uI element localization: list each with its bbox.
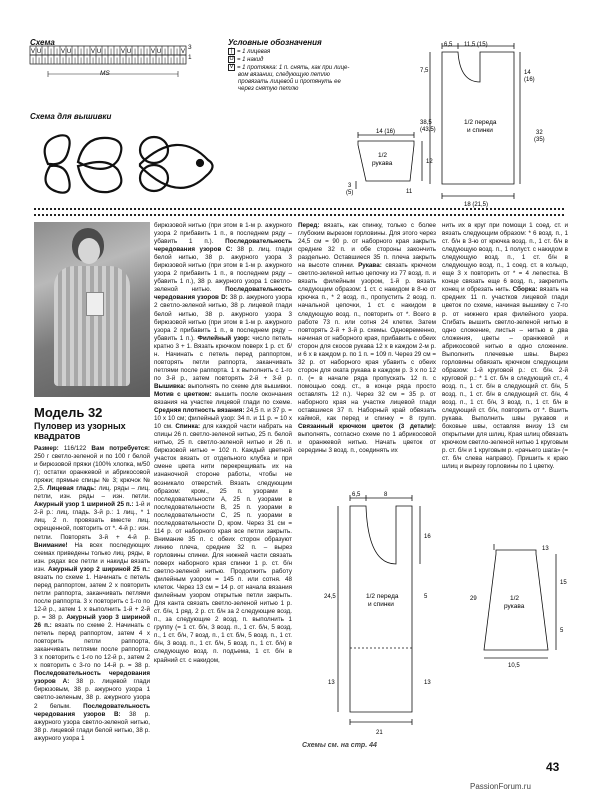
chart-cell-symbol: | [92,58,94,64]
chart-cell-symbol: | [86,58,88,64]
legend-knit: | = 1 лицевая [228,48,383,56]
chart-cell-symbol: | [32,58,34,64]
dim-b: 12 [426,159,433,165]
dim-i: (35) [534,137,545,143]
dim-e: 10,5 [508,663,520,669]
chart-row-1: 1 [188,54,192,61]
scheme-title: Схема [30,38,55,47]
piece-name: рукава [372,160,393,167]
chart-cell-symbol: | [86,49,88,55]
chart-cell-symbol: | [116,49,118,55]
chart-cell-symbol: | [128,58,130,64]
piece-name: и спинки [368,601,394,608]
chart-cell-symbol: | [80,49,82,55]
chart-cell-symbol: | [104,49,106,55]
legend-slip: V = 1 протяжка: 1 п. снять, как при лице- [229,63,350,72]
chart-cell-symbol: U [66,49,72,55]
chart-cell-symbol: U [96,49,102,55]
chart-cell-symbol: | [50,49,52,55]
chart-ms-label: MS [100,70,110,77]
chart-cell-symbol: | [122,58,124,64]
chart-cell-symbol: | [146,49,148,55]
chart-cell-symbol: | [158,58,160,64]
chart-cell-symbol: V [150,49,156,55]
chart-cell-symbol: | [176,49,178,55]
dim-c: 3 [348,183,352,189]
chart-cell-symbol: U [36,49,42,55]
legend [228,48,383,93]
chart-cell-symbol: | [44,49,46,55]
dotted-separator [34,208,564,216]
chart-cell-symbol: U [126,49,132,55]
dim-c: 29 [470,596,477,602]
chart-cell-symbol: | [164,49,166,55]
chart-cell-symbol: | [170,58,172,64]
dim-d: 14 [524,70,531,76]
piece-name: рукава [504,603,525,610]
chart-cell-symbol: V [60,49,66,55]
chart-cell-symbol: | [98,58,100,64]
chart-cell-symbol: | [182,58,184,64]
pattern-front-back-bottom [300,488,470,738]
dim-a: 6,5 [352,492,361,498]
dim-c: 7,5 [420,68,429,74]
chart-cell-symbol: | [74,49,76,55]
chart-cell-symbol: | [176,58,178,64]
chart-cell-symbol: | [38,58,40,64]
chart-cell-symbol: | [56,49,58,55]
dim-d: 5 [560,628,564,634]
chart-cell-symbol: | [110,58,112,64]
dim-f: 13 [328,680,335,686]
chart-cell-symbol: V [120,49,126,55]
chart-cell-symbol: | [74,58,76,64]
chart-cell-symbol: | [152,58,154,64]
text-column-2: бирюзовой нитью (при этом в 1-м р. ажурного узора 2 прибавить 1 п., в последнем ряду – убавить 1 п.). Последовательность чередования узоров С: 38 р. лиц. глади белой нитью, 38 р. ажурного узора 3 бирюзовой нитью (при этом в 1-м р. ажурного узора 2 прибавить 1 п., в последнем ряду – убавить 1 п.), 38 р. ажурного узора 1 светло-зеленой нитью. Последовательность чередования узоров D: 38 р. ажурного узора 2 светло-зеленой нитью, 38 р. лицевой глади белой нитью, 38 р. ажурного узора 3 бирюзовой нитью (при этом в 1-м р. ажурного узора 2 прибавить 1 п., в последнем ряду – убавить 1 п.). Филейный узор: число петель кратно 3 + 1. Вязать крючком поверх 1 р. ст. б/н. Начинать с петель перед раппортом, повторять петли раппорта, заканчивать петлями после раппорта. 1 х выполнить с 1-го по 3-й р., затем повторять 2-й + 3-й р. Вышивка: выполнять по схеме для вышивки. Мотив с цветком: вышить после окончания вязания на участке лицевой глади по схеме. Средняя плотность вязания: 24,5 п. и 37 р. = 10 х 10 см; филейный узор: 34 п. и 11 р. = 10 х 10 см. Спинка: для каждой части набрать на спицы 26 п. светло-зеленой нитью, 25 п. белой нитью, 25 п. светло-зеленой нитью и 26 п. бирюзовой нитью = 102 п. Каждый цветной участок вязать от отдельного клубка и при смене цвета нити перекрещивать их на изнаночной стороне работы, чтобы не возникало отверстий. Вязать следующим образом: кром., 25 п. узорами в последовательности A, 25 п. узорами в последовательности B, 25 п. узорами в последовательности C, 25 п. узорами в последовательности D, кром. Через 31 см = 114 р. от наборного края все петли закрыть. Внимание 35 п. с обеих сторон образуют линию плеча, средние 32 п. – вырез горловины спинки. Для нижней части связать поверх наборного края спинки 1 р. ст. б/н светло-зеленой нитью. Продолжить работу филейным узором = 145 п. или сотня. 48 клеток. Через 13 см = 14 р. от начала вязания филейным узором открытые петли закрыть. Для канта связать светло-зеленой нитью 1 р. ст. б/н, 1 ряд. 2 р. ст. б/н за 2 следующие возд. п., за следующие 2 возд. п. выполнить 1 группу (= 1 ст. б/н, 3 возд. п., 1 ст. б/н, 5 возд. п., 1 ст. б/н, 7 возд. п., 1 ст. б/н, 5 возд. п., 1 ст. б/н, 3 возд. п., 1 ст. б/н, 5 возд. п., 1 ст. б/н) в следующую возд. п. подъема, 1 ст. б/н в крайний ст. с накидом, [154,222,292,664]
dim-d: 24,5 [324,594,336,600]
dim-j: 18 (21,5) [464,202,489,208]
dim-g: (43,5) [420,127,436,133]
text-column-1: Размер: 116/122 Вам потребуется: 250 г светло-зеленой и по 100 г белой и бирюзовой пряжи (100% хлопка, м/50 г); остатки оранжевой и абрикосовой пряжи; прямые спицы № 3; крючок № 2,5. Лицевая гладь: лиц. ряды – лиц. петли, изн. ряды – изн. петли. Ажурный узор 1 шириной 25 п.: 1-й и 2-й р.: лиц. гладь. 3-й р.: 1 лиц., * 1 лиц. 2 п. провязать вместе лиц. скрещенной, повторить от *. 4-й р.: изн. петли. Повторять 3-й + 4-й р. Внимание! На всех последующих схемах приведены только лиц. ряды, в изн. рядах все петли и накиды вязать изн. Ажурный узор 2 шириной 25 п.: вязать по схеме 1. Начинать с петель перед раппортом, затем 2 х повторить петли раппорта, заканчивать петлями после раппорта. 3 х повторить с 1-го по 12-й р., затем 1 х выполнить 1-й + 2-й р. = 38 р. Ажурный узор 3 шириной 26 п.: вязать по схеме 2. Начинать с петель перед раппортом, затем 4 х повторить петли раппорта, заканчивать петлями после раппорта. 3 х повторить с 1-го по 12-й р., затем 2 х повторить с 3-го по 14-й р. = 38 р. Последовательность чередования узоров A: 38 р. лицевой глади бирюзовым, 38 р. ажурного узора 1 светло-зеленым, 38 р. ажурного узора 2 белым. Последовательность чередования узоров B: 38 р. ажурного узора светло-зеленой нитью, 38 р. лицевой глади белой нитью, 38 р. ажурного узора 1 [34,445,150,742]
chart-cell-symbol: | [50,58,52,64]
model-photo [34,222,150,397]
page-number: 43 [546,760,560,774]
pattern-sleeve-bottom [466,540,576,670]
text-column-3: Перед: вязать, как спинку, только с более глубоким вырезом горловины. Для этого через 24,5 см = 90 р. от наборного края закрыть средние 32 п. и обе стороны закончить раздельно. Оставшиеся 35 п. плеча закрыть на высоте спинки. Рукава: связать крючком светло-зеленой нитью цепочку из 77 возд. п. и вязать филейным узором, 1-й р. вязать следующим образом: 1 ст. с накидом в 8-ю от крючка п., * 2 возд. п., пропустить 2 возд. п. начальной цепочки, 1 ст. с накидом в следующую возд. п., повторить от *. Всего в работе 73 п. или сотня 24 клетки. Затем повторять 2-й + 3-й р. схемы. Одновременно, начиная от наборного края, прибавить с обеих сторон для скосов рукава 12 х в каждом 2-м р. и 6 х в каждом р. по 1 п. = 109 п. Через 29 см = 32 р. от наборного края убавить с обеих сторон для оката рукава в каждом р. 3 х по 12 п. (= в начале ряда пропускать 12 п. с помощью соед. ст., в конце ряда просто оставлять 12 п.). Через 32 см = 35 р. от наборного края на участке лицевой глади оставшиеся 37 п. Наборный край обвязать каймой, как перед и спинку = 8 групп. Связанный крючком цветок (3 детали): выполнять, согласно схеме по 1 абрикосовой и оранжевой нитью. Начать цветок от середины 3 возд. п., соединять их [298,222,436,455]
chart-cell-symbol: | [134,58,136,64]
legend-line: через снятую петлю [238,85,299,92]
pattern-sleeve-top [338,125,438,200]
model-subtitle: Пуловер из узорных квадратов [34,421,126,441]
chart-cell-symbol: | [140,49,142,55]
chart-cell-symbol: | [146,58,148,64]
chart-cell-symbol: | [164,58,166,64]
chart-cell-symbol: | [80,58,82,64]
dim-a: 13 [542,546,549,552]
chart-cell-symbol: | [56,58,58,64]
dim-h: 32 [536,130,543,136]
pattern-front-back-top [420,38,580,210]
chart-cell-symbol: | [68,58,70,64]
dim-g: 21 [376,730,383,736]
piece-name: 1/2 переда [464,119,497,126]
chart-cell-symbol: U [156,49,162,55]
chart-cell-symbol: | [116,58,118,64]
text-column-4: нить их в круг при помощи 1 соед. ст. и вязать следующим образом: * 6 возд. п., 1 ст. б/н в 3-ю от крючка возд. п., 1 ст. б/н в следующую возд. п., 1 полуст. с накидом в следующую возд. п., 1 ст. б/н в следующую возд. п., 1 соед. ст. в кольцо, еще 3 х повторить от * = 4 лепестка. В конце связать еще 6 возд. п., закрепить конец и обрезать нить. Сборка: вязать на средних 11 п. участков лицевой глади цветок по схеме, начиная вышивку с 7-го р. от нижнего края филейного узора. Сгибать вышить светло-зеленой нитью в одно сложение, листья – нитью в два сложения, цветы – оранжевой и абрикосовой нитью в одно сложение. Выполнить плечевые швы. Вырез горловины обвязать крючком следующим образом: 1-й круговой р.: ст. б/н. 2-й круговой р.: * 1 ст. б/н в следующий ст., 4 возд. п., 1 ст. б/н в следующий ст. б/н, 5 возд. п., 1 ст. б/н в следующий ст. б/н, 4 возд. п., 1 ст. б/н, 3 возд. п., 1 ст. б/н в следующий ст. б/н, повторить от *. Вшить рукава. Выполнить швы рукавов и боковые швы, оставляя внизу 13 см открытыми для шлиц. Края шлиц обвязать крючком светло-зеленой нитью 1 круговым р. ст. б/н и 1 круговым р. «рачьего шага» (= ст. б/н слева направо). Пришить к краю шлиц и вырезу горловины по 1 цветку. [442,222,568,471]
chart-cell-symbol: V [30,49,36,55]
watermark: PassionForum.ru [470,782,531,791]
chart-cell-symbol: | [170,49,172,55]
legend-yarnover: U = 1 накид [229,55,264,64]
dim-c: 16 [424,534,431,540]
chart-cell-symbol: | [44,58,46,64]
piece-name: 1/2 [378,152,388,159]
fish-embroidery-diagram [28,120,228,206]
dim-e: (16) [524,77,535,83]
chart-cell-symbol: | [110,49,112,55]
dim-f: 38,5 [420,120,432,126]
piece-name: 1/2 [510,595,520,602]
dim-a: 6,5 [444,42,453,48]
embroidery-title: Схема для вышивки [30,112,112,121]
chart-cell-symbol: | [140,58,142,64]
chart-cell-symbol: V [90,49,96,55]
legend-line: провязать лицевой и протянуть ее [238,78,341,85]
knitting-chart [28,44,198,84]
piece-name: 1/2 переда [366,593,399,600]
dim-e: 5 [424,594,428,600]
schemes-reference: Схемы см. на стр. 44 [302,742,377,749]
chart-cell-symbol: | [104,58,106,64]
dim-b: 15 [560,580,567,586]
dim-a: 14 (16) [376,129,396,135]
dim-b: 8 [384,492,388,498]
dim-d: (5) [346,190,354,196]
chart-cell-symbol: V [180,49,186,55]
model-title: Модель 32 [34,405,103,420]
dim-b: 11,5 (15) [464,42,488,48]
chart-cell-symbol: | [134,49,136,55]
legend-line: вом вязании, следующую петлю [238,71,330,78]
legend-title: Условные обозначения [228,38,322,47]
chart-cell-symbol: | [62,58,64,64]
dim-e: 11 [406,189,413,195]
piece-name: и спинки [467,127,493,134]
chart-row-3: 3 [188,44,192,51]
dim-f2: 13 [424,680,431,686]
